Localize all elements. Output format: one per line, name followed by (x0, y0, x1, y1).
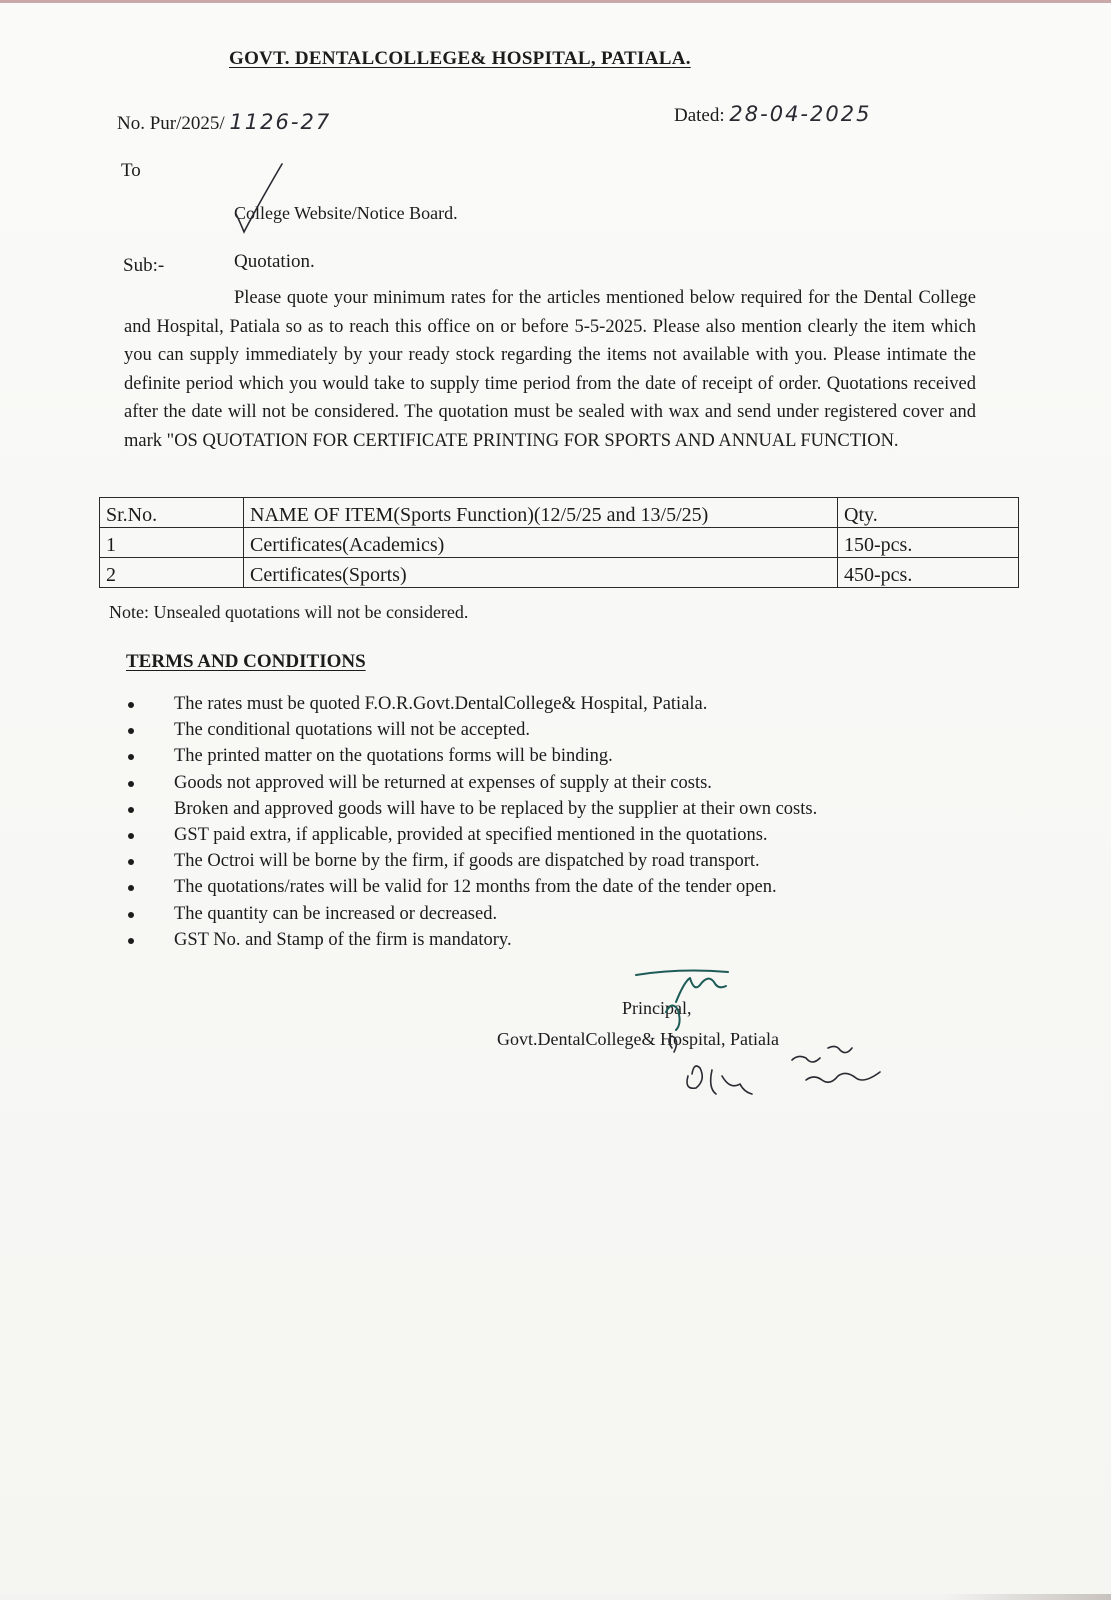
table-cell-srno: 2 (100, 558, 244, 588)
terms-list (124, 691, 817, 953)
bullet-icon (128, 859, 134, 865)
term-text: The quantity can be increased or decreased. (174, 903, 498, 924)
term-text: The rates must be quoted F.O.R.Govt.DentalCollege& Hospital, Patiala. (174, 694, 708, 714)
signatory-organization: Govt.DentalCollege& Hospital, Patiala (497, 1029, 779, 1049)
page-bottom-edge (0, 1594, 1111, 1600)
subject-label: Sub:- (123, 255, 165, 276)
list-item (124, 822, 817, 848)
addressee: College Website/Notice Board. (234, 203, 458, 223)
handwritten-reference-number: 1126-27 (229, 110, 332, 134)
table-header-cell: Sr.No. (100, 498, 244, 528)
table-cell-qty: 150-pcs. (838, 528, 1019, 558)
term-text: Goods not approved will be returned at expenses of supply at their costs. (174, 772, 712, 793)
bullet-icon (128, 728, 134, 734)
bullet-icon (128, 754, 134, 760)
reference-number (117, 110, 331, 135)
bullet-icon (128, 702, 134, 708)
dated-label: Dated: (674, 105, 725, 126)
date-line (674, 102, 871, 127)
term-text: The quotations/rates will be valid for 12 months from the date of the tender open. (174, 877, 777, 898)
table-cell-srno: 1 (100, 528, 244, 558)
table-header-cell: NAME OF ITEM(Sports Function)(12/5/25 and 13/5/25) (244, 498, 838, 528)
signatory-title: Principal, (622, 998, 692, 1018)
term-text: The conditional quotations will not be accepted. (174, 720, 531, 741)
term-text: Broken and approved goods will have to be replaced by the supplier at their own costs. (174, 798, 818, 819)
table-header-cell: Qty. (838, 498, 1019, 528)
bullet-icon (128, 781, 134, 787)
term-text: GST paid extra, if applicable, provided at specified mentioned in the quotations. (174, 824, 768, 845)
body-paragraph-text: Please quote your minimum rates for the articles mentioned below required for the Dental College and Hospital, Patiala so as to reach this office on or before 5-5-2025. Please also mention clearly the item which you can supply immediately by your ready stock regarding the items not available with you. Please intimate the definite period which you would take to supply time period from the date of receipt of order. Quotations received after the date will not be considered. The quotation must be sealed with wax and send under registered cover and mark "OS QUOTATION FOR CERTIFICATE PRINTING FOR SPORTS AND ANNUAL FUNCTION. (124, 288, 976, 451)
document-title: GOVT. DENTALCOLLEGE& HOSPITAL, PATIALA. (229, 48, 691, 69)
items-table (99, 497, 1019, 588)
table-cell-item: Certificates(Academics) (244, 528, 838, 558)
bullet-icon (128, 912, 134, 918)
note-text: Note: Unsealed quotations will not be considered. (109, 602, 469, 622)
bullet-icon (128, 807, 134, 813)
bullet-icon (128, 938, 134, 944)
list-item (124, 796, 817, 822)
list-item (124, 927, 817, 953)
body-paragraph (124, 284, 976, 455)
reference-prefix: No. Pur/2025/ (117, 113, 225, 134)
list-item (124, 901, 817, 927)
bullet-icon (128, 833, 134, 839)
subject-value: Quotation. (234, 251, 315, 272)
term-text: The printed matter on the quotations forms will be binding. (174, 746, 613, 767)
terms-heading: TERMS AND CONDITIONS (126, 651, 366, 672)
table-cell-qty: 450-pcs. (838, 558, 1019, 588)
table-header-row (100, 498, 1019, 528)
term-text: The Octroi will be borne by the firm, if goods are dispatched by road transport. (174, 851, 760, 872)
page-top-edge (0, 0, 1111, 3)
table-row (100, 558, 1019, 588)
table-row (100, 528, 1019, 558)
table-cell-item: Certificates(Sports) (244, 558, 838, 588)
term-text: GST No. and Stamp of the firm is mandatory. (174, 929, 512, 950)
handwritten-date: 28-04-2025 (729, 102, 872, 126)
list-item (124, 848, 817, 874)
list-item (124, 717, 817, 743)
list-item (124, 743, 817, 769)
to-label: To (121, 160, 141, 181)
list-item (124, 691, 817, 717)
list-item (124, 770, 817, 796)
bullet-icon (128, 885, 134, 891)
list-item (124, 874, 817, 900)
